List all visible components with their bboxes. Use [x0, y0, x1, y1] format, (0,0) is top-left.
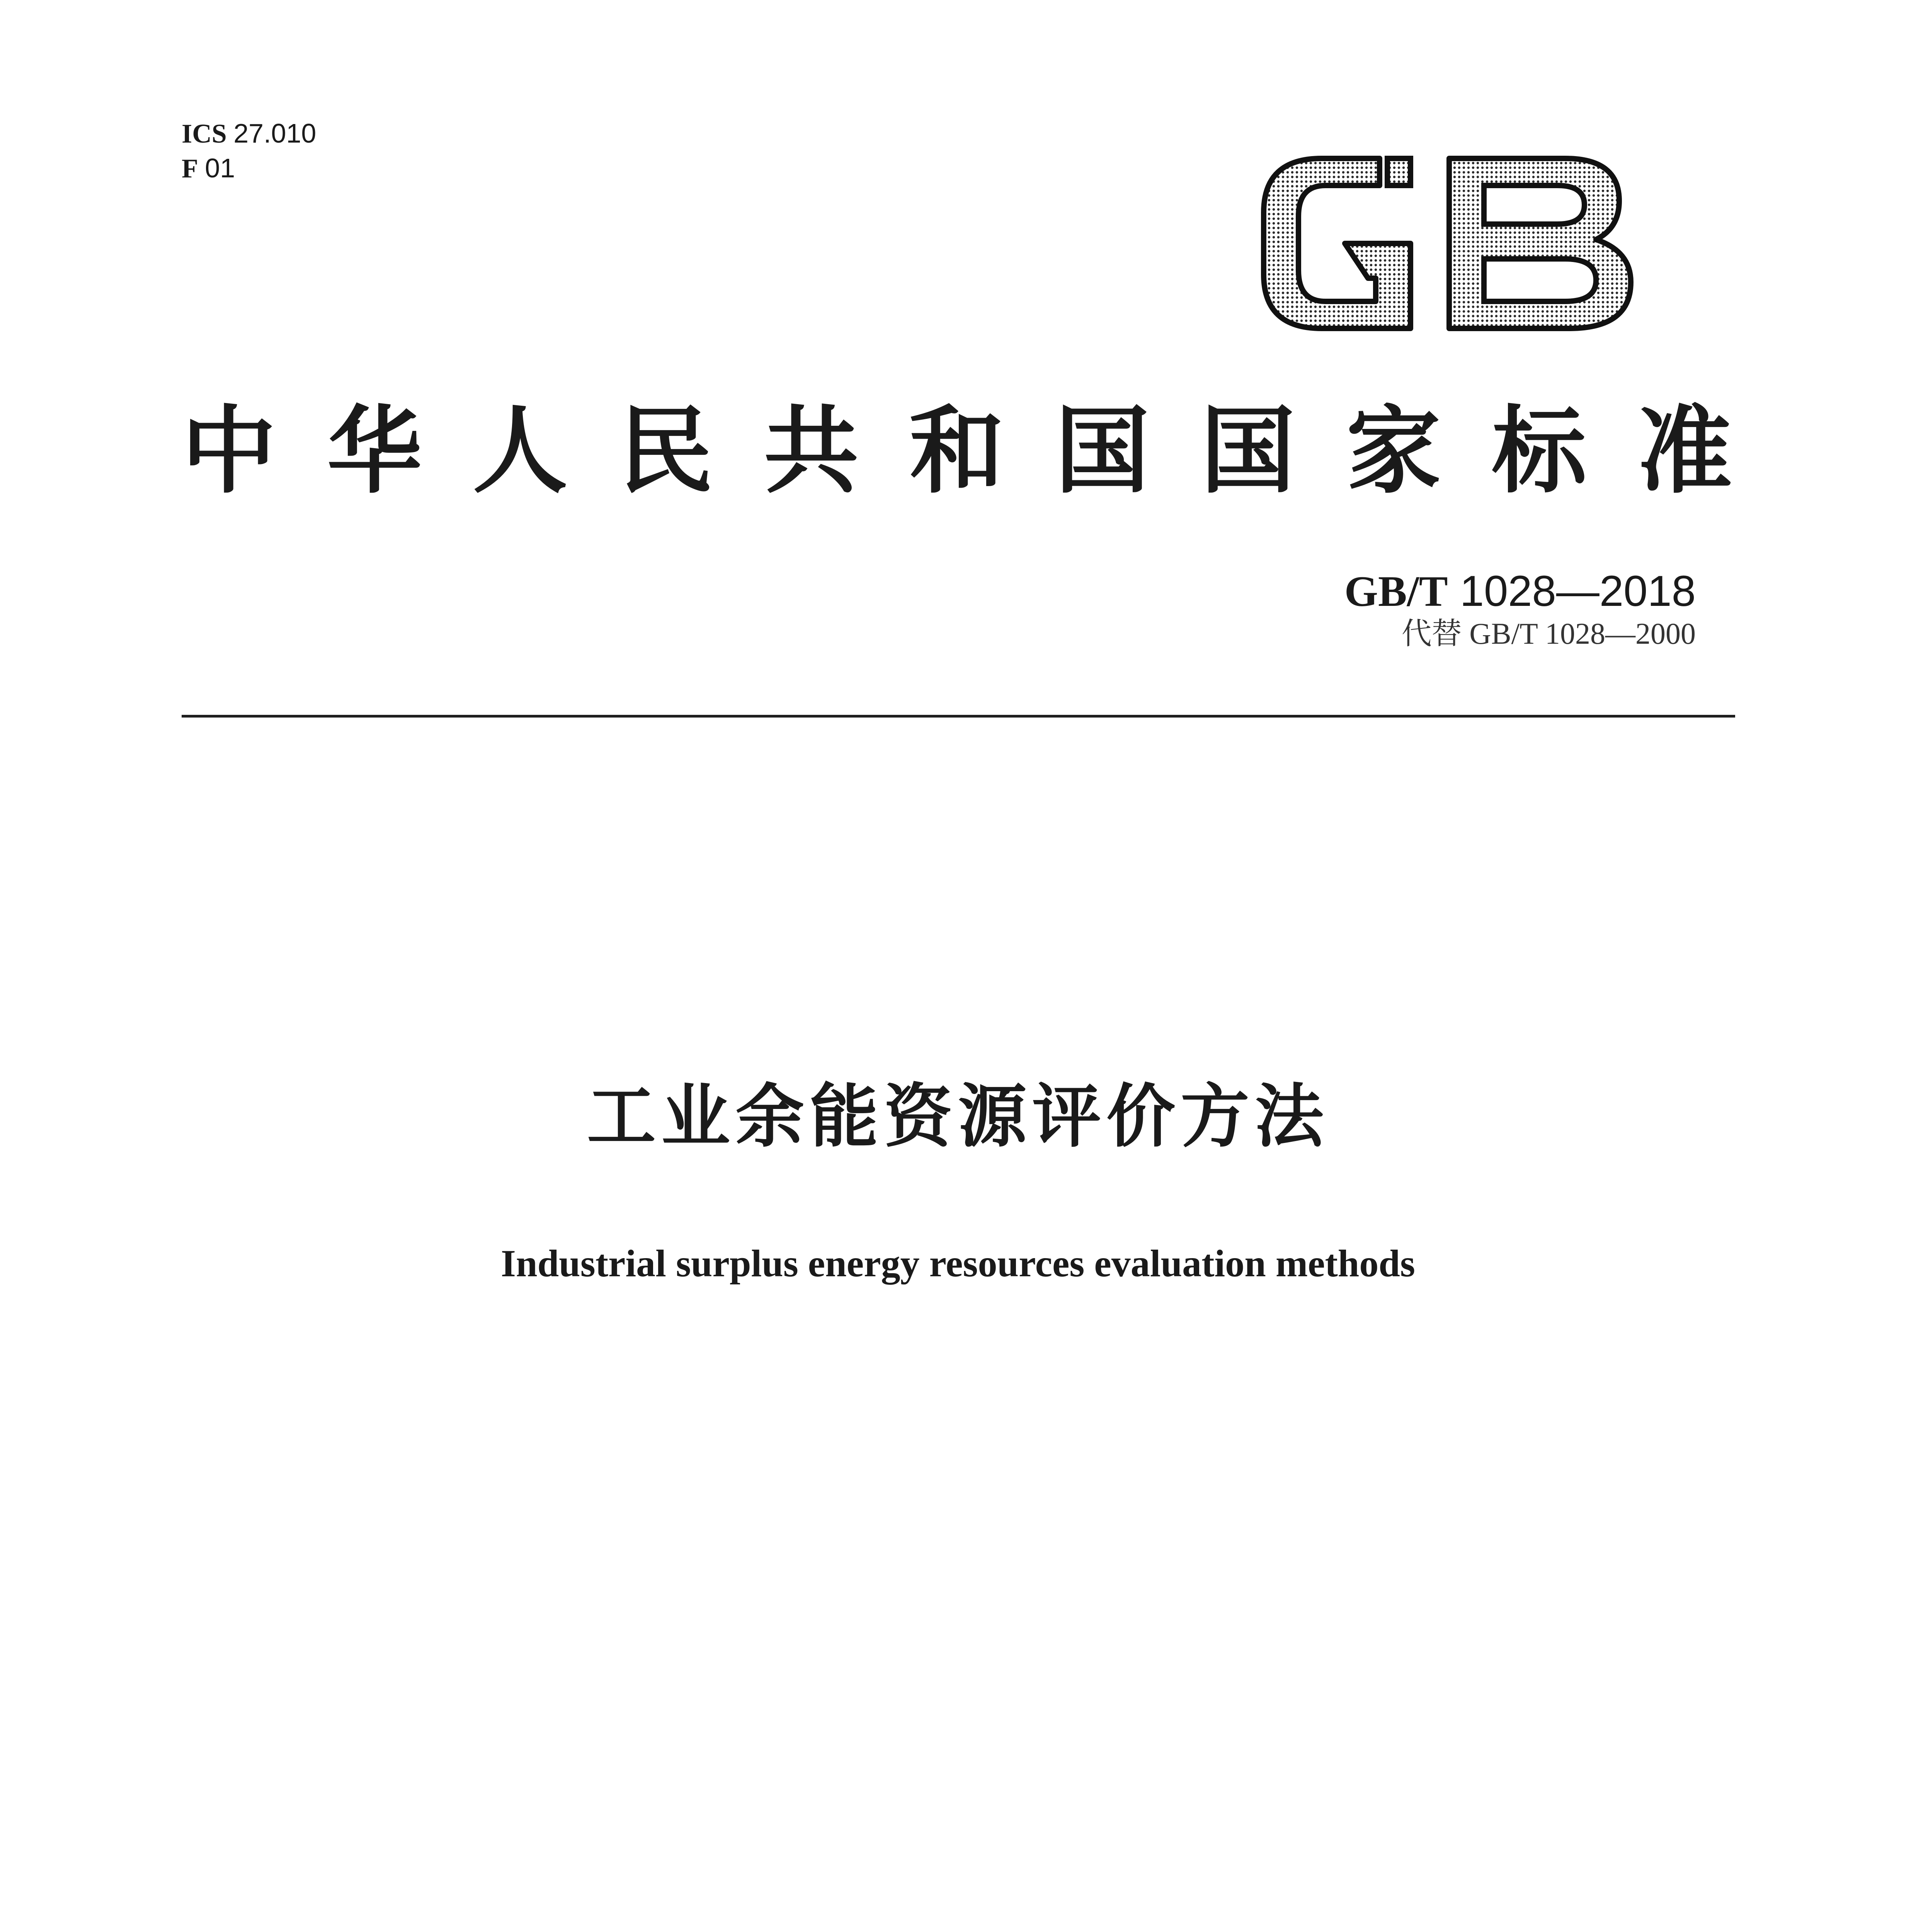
standard-prefix: GB/T	[1344, 568, 1448, 616]
ics-label: ICS	[182, 119, 227, 149]
gb-logo	[1248, 147, 1650, 340]
national-standard-title: 中华人民共和国国家标准	[182, 400, 1735, 504]
ics-code	[182, 116, 316, 151]
ccs-label: F	[182, 154, 198, 184]
title-chinese: 工业余能资源评价方法	[587, 1078, 1329, 1155]
ccs-code	[182, 151, 235, 186]
replaces-standard: 代替 GB/T 1028—2000	[1401, 617, 1696, 650]
standard-number	[1344, 566, 1696, 617]
gb-logo-icon	[1248, 147, 1650, 340]
ics-number: 27.010	[233, 118, 316, 148]
standard-code: 1028—2018	[1460, 567, 1696, 615]
header-divider	[182, 715, 1735, 718]
ccs-number: 01	[205, 153, 235, 183]
title-english: Industrial surplus energy resources evaluation methods	[501, 1242, 1415, 1285]
